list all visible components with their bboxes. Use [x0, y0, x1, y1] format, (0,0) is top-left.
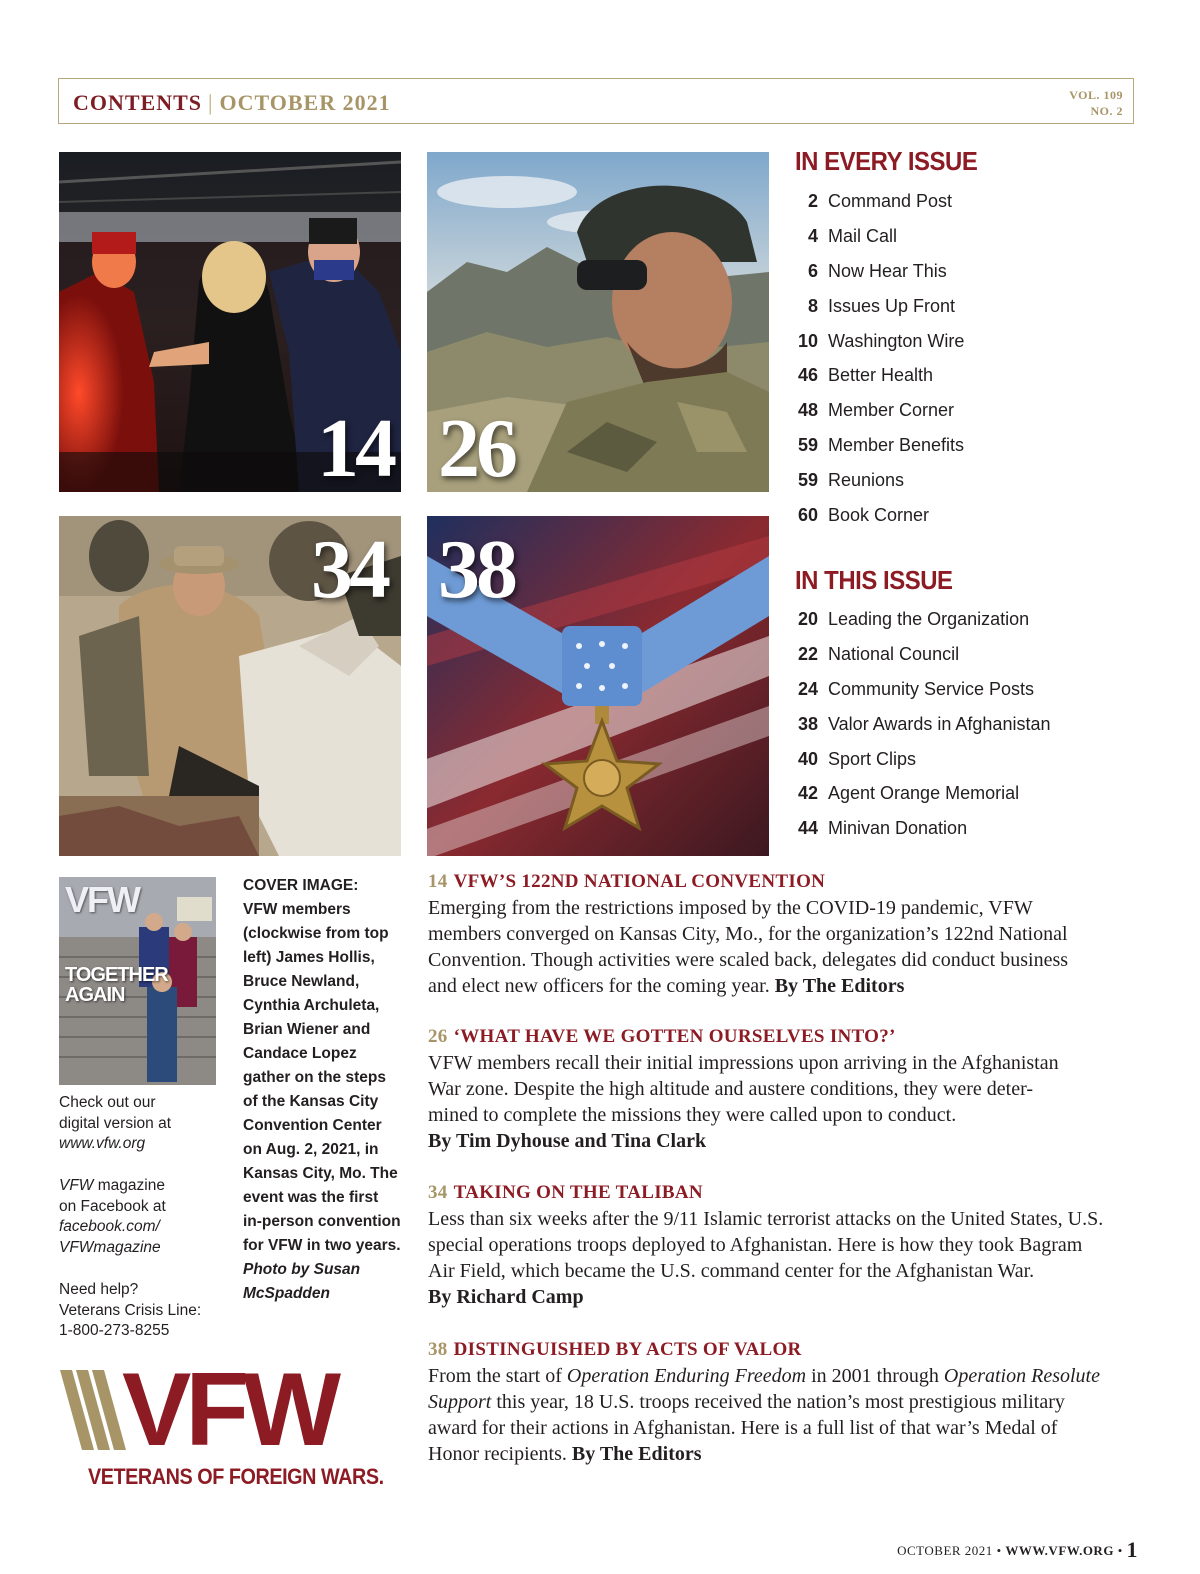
feature-headline: VFW’S 122ND NATIONAL CONVENTION: [453, 871, 826, 892]
summary-line: mined to complete the missions they were called upon to conduct.: [428, 1104, 957, 1126]
feature-byline: By Tim Dyhouse and Tina Clark: [428, 1130, 707, 1152]
digital-url-link[interactable]: www.vfw.org: [59, 1135, 146, 1152]
page-number-38: 38: [438, 523, 514, 616]
page-footer: [897, 1537, 1138, 1563]
cover-caption: [243, 874, 413, 1306]
summary-line: Emerging from the restrictions imposed by the COVID-19 pandemic, VFW: [428, 897, 1033, 919]
toc-page: 40: [797, 748, 818, 769]
toc-item[interactable]: [790, 637, 1050, 672]
feature-headline: TAKING ON THE TALIBAN: [453, 1182, 703, 1203]
summary-line: award for their actions in Afghanistan. Here is a full list of that war’s Medal of: [428, 1417, 1058, 1439]
every-issue-list: [790, 184, 964, 533]
summary-line: Convention. Though activities were scaled back, delegates did conduct business: [428, 949, 1069, 971]
caption-line: for VFW in two years.: [243, 1237, 401, 1254]
footer-url[interactable]: WWW.VFW.ORG: [1005, 1543, 1114, 1558]
toc-title: Book Corner: [828, 505, 930, 526]
toc-page: 2: [807, 191, 818, 211]
issue-date: OCTOBER 2021: [219, 90, 391, 115]
feature-summary: [428, 895, 1140, 999]
facebook-url-link[interactable]: [59, 1217, 234, 1258]
toc-item[interactable]: [790, 184, 964, 219]
contents-title: [73, 90, 391, 116]
summary-line: [428, 973, 1140, 999]
footer-bullet: •: [1117, 1543, 1123, 1558]
summary-line: special operations troops deployed to Afghanistan. Here is how they took Bagram: [428, 1234, 1083, 1256]
caption-line: event was the first: [243, 1189, 379, 1206]
facebook-line-1: [59, 1176, 234, 1197]
every-issue-heading: IN EVERY ISSUE: [795, 146, 978, 176]
photo-credit: [243, 1258, 413, 1282]
caption-line: left) James Hollis,: [243, 949, 375, 966]
caption-line: Convention Center: [243, 1117, 382, 1134]
toc-title: National Council: [828, 643, 960, 664]
summary-text: Honor recipients.: [428, 1443, 567, 1465]
feature-summary: [428, 1206, 1140, 1310]
caption-line: Bruce Newland,: [243, 973, 360, 990]
toc-page: 44: [797, 818, 818, 839]
toc-item[interactable]: [790, 498, 964, 533]
caption-line: Kansas City, Mo. The: [243, 1165, 398, 1182]
summary-line: Air Field, which became the U.S. command center for the Afghanistan War.: [428, 1260, 1035, 1282]
facebook-url-line-1: facebook.com/: [59, 1218, 160, 1235]
photo-medal-of-honor[interactable]: [427, 516, 769, 856]
toc-title: Command Post: [828, 191, 953, 211]
toc-title: Member Corner: [828, 400, 955, 421]
page-number-14: 14: [317, 402, 393, 492]
toc-title: Minivan Donation: [828, 818, 968, 839]
toc-title: Agent Orange Memorial: [828, 783, 1020, 804]
toc-title: Member Benefits: [828, 435, 965, 456]
facebook-line-2: on Facebook at: [59, 1197, 166, 1215]
toc-item[interactable]: [790, 707, 1050, 742]
feature-convention[interactable]: [428, 871, 1140, 999]
summary-text: From the start of: [428, 1365, 567, 1387]
photo-soldier[interactable]: [427, 152, 769, 492]
caption-line: Cynthia Archuleta,: [243, 997, 380, 1014]
toc-title: Community Service Posts: [828, 678, 1035, 699]
magazine-name: VFW: [59, 1177, 94, 1194]
feature-byline: By The Editors: [774, 975, 905, 997]
caption-line: COVER IMAGE:: [243, 877, 359, 894]
toc-item[interactable]: [790, 463, 964, 498]
caption-line: Candace Lopez: [243, 1045, 357, 1062]
toc-title: Sport Clips: [828, 748, 917, 769]
summary-line: [428, 1363, 1140, 1389]
caption-line: Brian Wiener and: [243, 1021, 371, 1038]
toc-page: 59: [797, 470, 818, 491]
toc-title: Better Health: [828, 365, 934, 386]
summary-line: members converged on Kansas City, Mo., for the organization’s 122nd National: [428, 923, 1068, 945]
toc-title: Reunions: [828, 470, 905, 491]
summary-text: this year, 18 U.S. troops received the nation’s most prestigious military: [491, 1391, 1065, 1413]
vfw-logo: [60, 1352, 400, 1500]
toc-item[interactable]: [790, 811, 1050, 846]
summary-text: and elect new officers for the coming year.: [428, 975, 770, 997]
toc-title: Valor Awards in Afghanistan: [828, 713, 1051, 734]
toc-title: Washington Wire: [828, 330, 965, 351]
toc-page: 20: [797, 609, 818, 629]
operation-name: Operation Enduring Freedom: [566, 1365, 807, 1387]
toc-page: 22: [797, 643, 818, 664]
photo-horseback-troops[interactable]: [59, 516, 401, 856]
volume-info: [1069, 87, 1123, 119]
cover-masthead: VFW: [65, 879, 139, 920]
feature-page: 26: [428, 1026, 448, 1047]
toc-item[interactable]: [790, 324, 964, 359]
cover-headline-line-2: AGAIN: [65, 984, 125, 1006]
summary-line: War zone. Despite the high altitude and austere conditions, they were deter-: [428, 1078, 1033, 1100]
this-issue-list: [790, 602, 1050, 846]
toc-page: 6: [807, 260, 818, 281]
caption-line: of the Kansas City: [243, 1093, 379, 1110]
facebook-line-1-text: magazine: [93, 1177, 165, 1194]
header-separator: |: [208, 90, 214, 115]
feature-byline: By Richard Camp: [428, 1286, 584, 1308]
photo-credit-line-2: McSpadden: [243, 1285, 330, 1302]
help-line-2: Veterans Crisis Line:: [59, 1301, 202, 1319]
summary-line: Less than six weeks after the 9/11 Islamic terrorist attacks on the United States, U.S.: [428, 1208, 1104, 1230]
facebook-note: [59, 1176, 234, 1258]
toc-item[interactable]: [790, 254, 964, 289]
toc-page: 42: [797, 783, 818, 804]
vfw-logo-tagline: VETERANS OF FOREIGN WARS.: [88, 1464, 384, 1489]
toc-page: 10: [797, 330, 818, 351]
photo-credit-line-1: Photo by Susan: [243, 1261, 361, 1278]
toc-title: Mail Call: [828, 225, 898, 246]
toc-item[interactable]: [790, 672, 1050, 707]
cover-thumbnail[interactable]: [59, 877, 216, 1085]
toc-title: Now Hear This: [828, 260, 947, 281]
toc-page: 60: [797, 505, 818, 526]
feature-title: [428, 871, 1140, 893]
toc-item[interactable]: [790, 358, 964, 393]
feature-afghanistan-arrival[interactable]: [428, 1026, 1140, 1154]
toc-item[interactable]: [790, 428, 964, 463]
facebook-url-line-2: VFWmagazine: [59, 1238, 161, 1256]
cover-headline-line-1: TOGETHER: [65, 964, 168, 986]
volume-number: VOL. 109: [1069, 88, 1123, 102]
toc-item[interactable]: [790, 219, 964, 254]
cover-headline: [65, 965, 168, 1005]
toc-item[interactable]: [790, 776, 1050, 811]
feature-page: 38: [428, 1339, 448, 1360]
photo-convention[interactable]: [59, 152, 401, 492]
footer-bullet: •: [996, 1543, 1002, 1558]
issue-number: NO. 2: [1090, 104, 1123, 118]
toc-item[interactable]: [790, 742, 1050, 777]
caption-line: in-person convention: [243, 1213, 401, 1230]
help-line-1: Need help?: [59, 1281, 139, 1298]
summary-text: in 2001 through: [806, 1365, 944, 1387]
page-number-34: 34: [311, 523, 387, 616]
feature-title: [428, 1339, 1140, 1361]
toc-item[interactable]: [790, 289, 964, 324]
toc-item[interactable]: [790, 393, 964, 428]
toc-page: 48: [797, 400, 818, 421]
digital-version-note: [59, 1093, 234, 1155]
toc-page: 46: [797, 365, 818, 386]
summary-line: VFW members recall their initial impressions upon arriving in the Afghanistan: [428, 1052, 1059, 1074]
toc-page: 8: [807, 295, 818, 316]
photo-credit: [243, 1282, 413, 1306]
caption-line: VFW members: [243, 901, 351, 918]
feature-title: [428, 1026, 1140, 1048]
contents-header: [58, 78, 1134, 124]
toc-page: 59: [797, 435, 818, 456]
page-number-26: 26: [438, 402, 514, 492]
vfw-logo-letters: VFW: [122, 1352, 336, 1468]
feature-acts-of-valor[interactable]: [428, 1339, 1140, 1467]
operation-name: Support: [428, 1391, 492, 1413]
toc-page: 24: [797, 678, 818, 699]
feature-page: 14: [428, 871, 448, 892]
operation-name: Operation Resolute: [943, 1365, 1100, 1387]
summary-line: [428, 1441, 1140, 1467]
this-issue-heading: IN THIS ISSUE: [795, 565, 953, 595]
digital-line-1: Check out our: [59, 1094, 156, 1111]
toc-title: Issues Up Front: [828, 295, 956, 316]
feature-byline: By The Editors: [571, 1443, 702, 1465]
toc-page: 38: [797, 713, 818, 734]
feature-page: 34: [428, 1182, 448, 1203]
toc-page: 4: [807, 225, 818, 246]
caption-line: on Aug. 2, 2021, in: [243, 1141, 379, 1158]
caption-line: gather on the steps: [243, 1069, 386, 1086]
footer-page-number: 1: [1126, 1537, 1138, 1562]
feature-headline: DISTINGUISHED BY ACTS OF VALOR: [453, 1339, 802, 1360]
feature-title: [428, 1182, 1140, 1204]
crisis-phone-number[interactable]: 1-800-273-8255: [59, 1322, 170, 1339]
toc-title: Leading the Organization: [828, 609, 1030, 629]
caption-line: (clockwise from top: [243, 925, 389, 942]
feature-taliban[interactable]: [428, 1182, 1140, 1310]
crisis-line-note: [59, 1280, 234, 1342]
toc-item[interactable]: [790, 602, 1050, 637]
footer-date: OCTOBER 2021: [897, 1543, 993, 1558]
feature-summary: [428, 1363, 1140, 1467]
summary-line: [428, 1389, 1140, 1415]
contents-label: CONTENTS: [73, 90, 203, 115]
feature-headline: ‘WHAT HAVE WE GOTTEN OURSELVES INTO?’: [453, 1026, 896, 1047]
feature-summary: [428, 1050, 1140, 1154]
digital-line-2: digital version at: [59, 1114, 172, 1132]
